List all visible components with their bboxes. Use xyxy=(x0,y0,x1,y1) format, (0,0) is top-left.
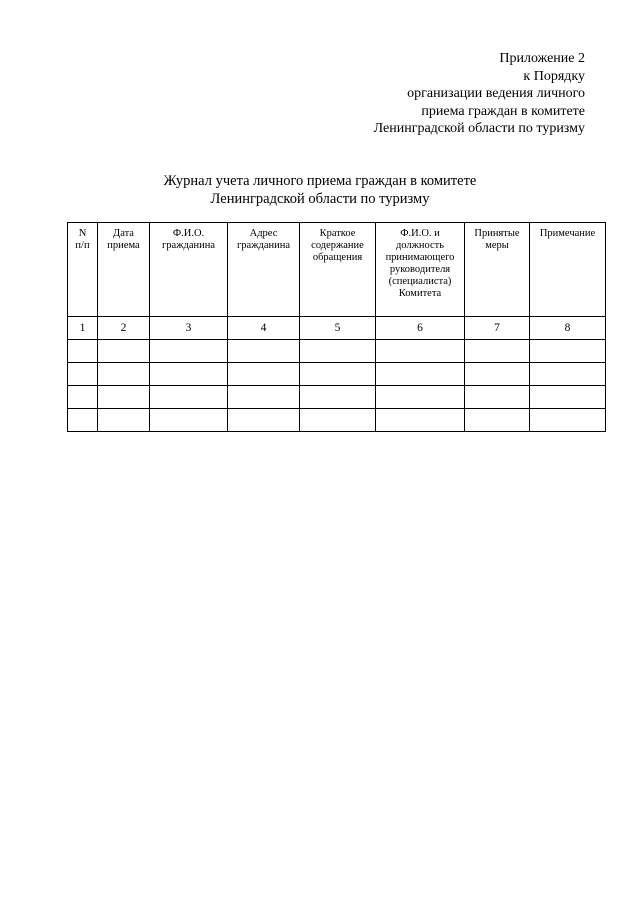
appendix-line: организации ведения личного xyxy=(407,86,585,101)
header-cell: Дата приема xyxy=(98,223,150,317)
table-cell xyxy=(150,340,228,363)
table-row xyxy=(68,386,606,409)
table-cell xyxy=(376,340,465,363)
table-cell xyxy=(376,409,465,432)
table-cell xyxy=(300,386,376,409)
column-number-cell: 1 xyxy=(68,317,98,340)
table-cell xyxy=(98,363,150,386)
title-line: Журнал учета личного приема граждан в комитете xyxy=(163,173,477,189)
column-number-cell: 8 xyxy=(530,317,606,340)
table-header-row xyxy=(68,223,606,317)
header-cell: Ф.И.О. гражданина xyxy=(150,223,228,317)
table-cell xyxy=(300,363,376,386)
header-cell: Краткое содержание обращения xyxy=(300,223,376,317)
table-cell xyxy=(228,409,300,432)
table-cell xyxy=(68,340,98,363)
appendix-line: приема граждан в комитете xyxy=(421,103,585,119)
table-cell xyxy=(98,386,150,409)
table-row xyxy=(68,409,606,432)
column-number-cell: 6 xyxy=(376,317,465,340)
table-cell xyxy=(228,340,300,363)
table-cell xyxy=(150,386,228,409)
column-number-cell: 2 xyxy=(98,317,150,340)
table-cell xyxy=(98,409,150,432)
table-row xyxy=(68,363,606,386)
table-cell xyxy=(68,363,98,386)
header-cell: N п/п xyxy=(68,223,98,317)
journal-table xyxy=(67,222,606,432)
title-line: Ленинградской области по туризму xyxy=(210,190,430,207)
table-cell xyxy=(68,386,98,409)
table-cell xyxy=(530,409,606,432)
header-cell: Ф.И.О. и должность принимающего руководителя (специалиста) Комитета xyxy=(376,223,465,317)
appendix-reference xyxy=(374,50,585,138)
document-title xyxy=(0,173,640,208)
table-cell xyxy=(228,363,300,386)
table-cell xyxy=(300,340,376,363)
column-number-cell: 5 xyxy=(300,317,376,340)
table-cell xyxy=(376,363,465,386)
header-cell: Адрес гражданина xyxy=(228,223,300,317)
header-cell: Принятые меры xyxy=(465,223,530,317)
appendix-line: Приложение 2 xyxy=(499,51,585,66)
table-cell xyxy=(465,409,530,432)
header-cell: Примечание xyxy=(530,223,606,317)
table-cell xyxy=(530,386,606,409)
table-cell xyxy=(376,386,465,409)
table-row xyxy=(68,340,606,363)
table-cell xyxy=(465,363,530,386)
table-cell xyxy=(530,363,606,386)
table-cell xyxy=(68,409,98,432)
table-cell xyxy=(150,409,228,432)
table-cell xyxy=(465,340,530,363)
appendix-line: Ленинградской области по туризму xyxy=(373,121,585,136)
column-number-cell: 4 xyxy=(228,317,300,340)
column-number-cell: 7 xyxy=(465,317,530,340)
table-cell xyxy=(228,386,300,409)
table-cell xyxy=(98,340,150,363)
table-cell xyxy=(530,340,606,363)
column-number-row xyxy=(68,317,606,340)
appendix-line: к Порядку xyxy=(523,68,585,84)
table-cell xyxy=(150,363,228,386)
table-cell xyxy=(300,409,376,432)
column-number-cell: 3 xyxy=(150,317,228,340)
table-cell xyxy=(465,386,530,409)
